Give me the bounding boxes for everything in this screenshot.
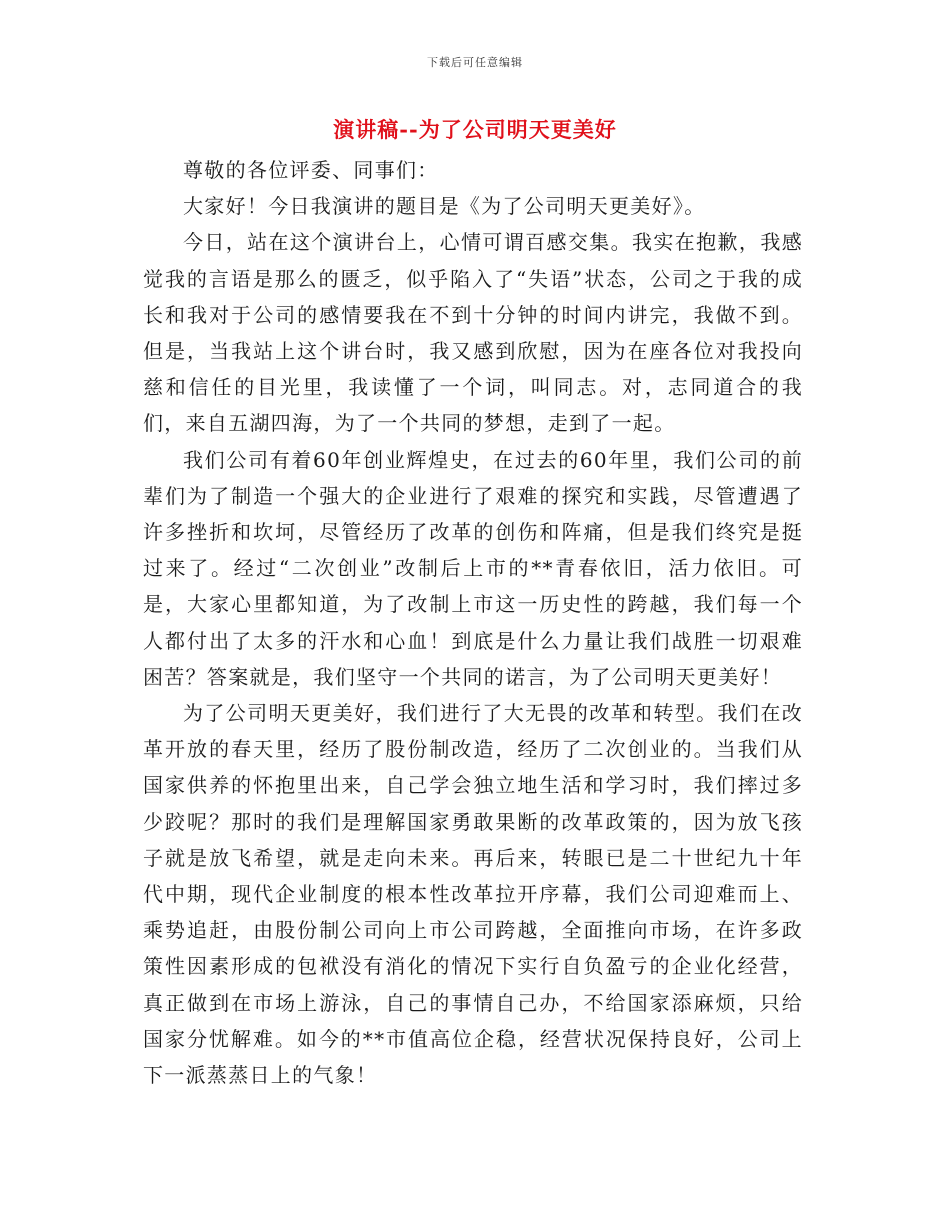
- document-title: 演讲稿--为了公司明天更美好: [333, 117, 617, 142]
- paragraph-greeting: 大家好！今日我演讲的题目是《为了公司明天更美好》。: [183, 194, 706, 219]
- paragraph-salutation: 尊敬的各位评委、同事们：: [183, 158, 439, 182]
- paragraph-history: 我们公司有着60年创业辉煌史，在过去的60年里，我们公司的前辈们为了制造一个强大的企业进行了艰难的探究和实践，尽管遭遇了许多挫折和坎坷，尽管经历了改革的创伤和阵痛，但是我们终究是挺过来了。经过“二次创业”改制后上市的**青春依旧，活力依旧。可是，大家心里都知道，为了改制上市这一历史性的跨越，我们每一个人都付出了太多的汗水和心血！到底是什么力量让我们战胜一切艰难困苦？答案就是，我们坚守一个共同的诺言，为了公司明天更美好！: [143, 447, 803, 689]
- paragraph-opening: 今日，站在这个演讲台上，心情可谓百感交集。我实在抱歉，我感觉我的言语是那么的匮乏，似乎陷入了“失语”状态，公司之于我的成长和我对于公司的感情要我在不到十分钟的时间内讲完，我做不到。但是，当我站上这个讲台时，我又感到欣慰，因为在座各位对我投向慈和信任的目光里，我读懂了一个词，叫同志。对，志同道合的我们，来自五湖四海，为了一个共同的梦想，走到了一起。: [143, 230, 803, 436]
- document-body: [143, 152, 803, 1093]
- page-header: 下载后可任意编辑: [427, 56, 523, 69]
- paragraph-reform: 为了公司明天更美好，我们进行了大无畏的改革和转型。我们在改革开放的春天里，经历了股份制改造，经历了二次创业的。当我们从国家供养的怀抱里出来，自己学会独立地生活和学习时，我们摔过多少跤呢？那时的我们是理解国家勇敢果断的改革政策的，因为放飞孩子就是放飞希望，就是走向未来。再后来，转眼已是二十世纪九十年代中期，现代企业制度的根本性改革拉开序幕，我们公司迎难而上、乘势追赶，由股份制公司向上市公司跨越，全面推向市场，在许多政策性因素形成的包袱没有消化的情况下实行自负盈亏的企业化经营，真正做到在市场上游泳，自己的事情自己办，不给国家添麻烦，只给国家分忧解难。如今的**市值高位企稳，经营状况保持良好，公司上下一派蒸蒸日上的气象！: [143, 701, 803, 1088]
